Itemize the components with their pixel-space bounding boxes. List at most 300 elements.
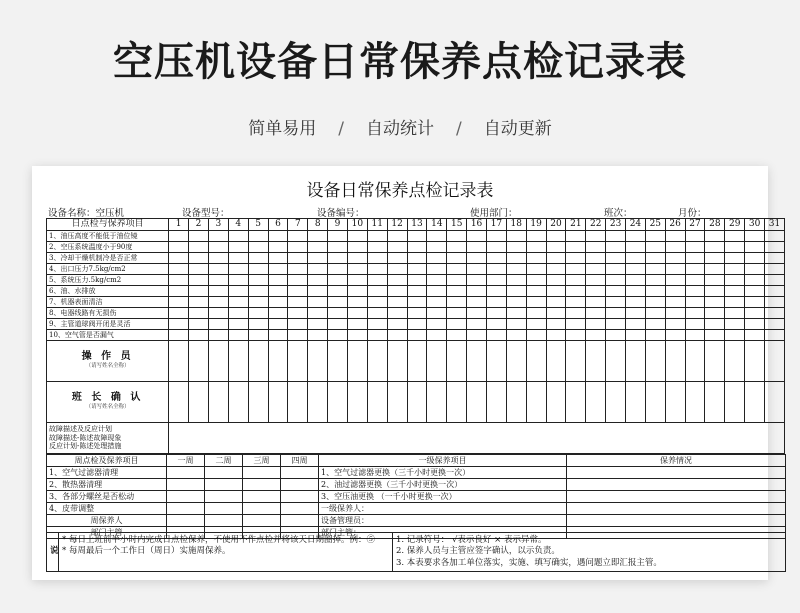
check-cell[interactable]: [189, 286, 209, 297]
check-cell[interactable]: [367, 253, 387, 264]
week-cell[interactable]: [243, 479, 281, 491]
check-cell[interactable]: [486, 231, 506, 242]
check-cell[interactable]: [169, 319, 189, 330]
check-cell[interactable]: [705, 341, 725, 382]
check-cell[interactable]: [189, 382, 209, 423]
check-cell[interactable]: [665, 382, 685, 423]
check-cell[interactable]: [685, 264, 705, 275]
check-cell[interactable]: [367, 231, 387, 242]
status-cell[interactable]: [567, 515, 786, 527]
check-cell[interactable]: [427, 275, 447, 286]
check-cell[interactable]: [407, 330, 427, 341]
check-cell[interactable]: [705, 319, 725, 330]
check-cell[interactable]: [407, 231, 427, 242]
check-cell[interactable]: [705, 308, 725, 319]
check-cell[interactable]: [328, 231, 348, 242]
check-cell[interactable]: [745, 286, 765, 297]
check-cell[interactable]: [189, 308, 209, 319]
check-cell[interactable]: [387, 330, 407, 341]
check-cell[interactable]: [586, 253, 606, 264]
check-cell[interactable]: [506, 297, 526, 308]
check-cell[interactable]: [486, 297, 506, 308]
check-cell[interactable]: [705, 275, 725, 286]
check-cell[interactable]: [745, 308, 765, 319]
check-cell[interactable]: [189, 275, 209, 286]
check-cell[interactable]: [208, 253, 228, 264]
check-cell[interactable]: [745, 382, 765, 423]
status-cell[interactable]: [567, 479, 786, 491]
status-cell[interactable]: [567, 503, 786, 515]
check-cell[interactable]: [526, 275, 546, 286]
check-cell[interactable]: [288, 308, 308, 319]
check-cell[interactable]: [626, 253, 646, 264]
check-cell[interactable]: [387, 275, 407, 286]
check-cell[interactable]: [367, 308, 387, 319]
check-cell[interactable]: [526, 297, 546, 308]
check-cell[interactable]: [288, 275, 308, 286]
check-cell[interactable]: [268, 308, 288, 319]
check-cell[interactable]: [526, 330, 546, 341]
week-cell[interactable]: [205, 479, 243, 491]
check-cell[interactable]: [427, 264, 447, 275]
check-cell[interactable]: [407, 341, 427, 382]
check-cell[interactable]: [367, 297, 387, 308]
check-cell[interactable]: [308, 275, 328, 286]
check-cell[interactable]: [645, 275, 665, 286]
check-cell[interactable]: [268, 231, 288, 242]
check-cell[interactable]: [705, 264, 725, 275]
check-cell[interactable]: [705, 253, 725, 264]
check-cell[interactable]: [705, 242, 725, 253]
check-cell[interactable]: [407, 253, 427, 264]
check-cell[interactable]: [387, 341, 407, 382]
week-cell[interactable]: [167, 515, 205, 527]
check-cell[interactable]: [427, 297, 447, 308]
check-cell[interactable]: [486, 242, 506, 253]
check-cell[interactable]: [665, 242, 685, 253]
check-cell[interactable]: [347, 330, 367, 341]
check-cell[interactable]: [486, 308, 506, 319]
check-cell[interactable]: [248, 319, 268, 330]
check-cell[interactable]: [546, 264, 566, 275]
check-cell[interactable]: [506, 382, 526, 423]
check-cell[interactable]: [248, 341, 268, 382]
check-cell[interactable]: [725, 297, 745, 308]
check-cell[interactable]: [189, 330, 209, 341]
check-cell[interactable]: [288, 253, 308, 264]
check-cell[interactable]: [228, 264, 248, 275]
check-cell[interactable]: [626, 382, 646, 423]
check-cell[interactable]: [427, 308, 447, 319]
week-cell[interactable]: [243, 515, 281, 527]
week-cell[interactable]: [167, 503, 205, 515]
check-cell[interactable]: [725, 330, 745, 341]
check-cell[interactable]: [506, 286, 526, 297]
check-cell[interactable]: [208, 264, 228, 275]
check-cell[interactable]: [447, 242, 467, 253]
check-cell[interactable]: [407, 319, 427, 330]
check-cell[interactable]: [407, 275, 427, 286]
check-cell[interactable]: [526, 231, 546, 242]
check-cell[interactable]: [367, 341, 387, 382]
check-cell[interactable]: [427, 341, 447, 382]
check-cell[interactable]: [467, 330, 487, 341]
check-cell[interactable]: [665, 253, 685, 264]
check-cell[interactable]: [347, 253, 367, 264]
check-cell[interactable]: [328, 330, 348, 341]
week-cell[interactable]: [243, 491, 281, 503]
check-cell[interactable]: [685, 275, 705, 286]
check-cell[interactable]: [586, 286, 606, 297]
check-cell[interactable]: [288, 242, 308, 253]
check-cell[interactable]: [645, 264, 665, 275]
check-cell[interactable]: [387, 319, 407, 330]
status-cell[interactable]: [567, 491, 786, 503]
check-cell[interactable]: [546, 382, 566, 423]
check-cell[interactable]: [208, 275, 228, 286]
check-cell[interactable]: [189, 297, 209, 308]
check-cell[interactable]: [606, 242, 626, 253]
check-cell[interactable]: [566, 286, 586, 297]
check-cell[interactable]: [586, 341, 606, 382]
check-cell[interactable]: [725, 382, 745, 423]
check-cell[interactable]: [308, 297, 328, 308]
check-cell[interactable]: [665, 286, 685, 297]
check-cell[interactable]: [486, 341, 506, 382]
check-cell[interactable]: [546, 275, 566, 286]
fault-description-field[interactable]: [169, 423, 785, 454]
check-cell[interactable]: [248, 231, 268, 242]
check-cell[interactable]: [606, 319, 626, 330]
check-cell[interactable]: [328, 286, 348, 297]
check-cell[interactable]: [387, 242, 407, 253]
check-cell[interactable]: [268, 330, 288, 341]
check-cell[interactable]: [387, 382, 407, 423]
check-cell[interactable]: [546, 341, 566, 382]
check-cell[interactable]: [665, 308, 685, 319]
check-cell[interactable]: [268, 275, 288, 286]
check-cell[interactable]: [486, 286, 506, 297]
check-cell[interactable]: [347, 275, 367, 286]
check-cell[interactable]: [705, 231, 725, 242]
check-cell[interactable]: [308, 330, 328, 341]
check-cell[interactable]: [387, 286, 407, 297]
check-cell[interactable]: [665, 231, 685, 242]
check-cell[interactable]: [546, 297, 566, 308]
check-cell[interactable]: [486, 382, 506, 423]
check-cell[interactable]: [308, 242, 328, 253]
check-cell[interactable]: [566, 242, 586, 253]
check-cell[interactable]: [645, 231, 665, 242]
check-cell[interactable]: [447, 319, 467, 330]
check-cell[interactable]: [586, 297, 606, 308]
check-cell[interactable]: [626, 297, 646, 308]
check-cell[interactable]: [308, 264, 328, 275]
check-cell[interactable]: [685, 341, 705, 382]
status-cell[interactable]: [567, 467, 786, 479]
check-cell[interactable]: [169, 275, 189, 286]
check-cell[interactable]: [685, 319, 705, 330]
check-cell[interactable]: [506, 330, 526, 341]
check-cell[interactable]: [288, 330, 308, 341]
check-cell[interactable]: [228, 286, 248, 297]
check-cell[interactable]: [427, 253, 447, 264]
check-cell[interactable]: [705, 382, 725, 423]
check-cell[interactable]: [626, 330, 646, 341]
check-cell[interactable]: [447, 308, 467, 319]
check-cell[interactable]: [407, 297, 427, 308]
week-cell[interactable]: [205, 491, 243, 503]
check-cell[interactable]: [169, 297, 189, 308]
week-cell[interactable]: [205, 467, 243, 479]
check-cell[interactable]: [308, 319, 328, 330]
check-cell[interactable]: [407, 286, 427, 297]
check-cell[interactable]: [645, 308, 665, 319]
check-cell[interactable]: [169, 231, 189, 242]
check-cell[interactable]: [427, 231, 447, 242]
check-cell[interactable]: [586, 330, 606, 341]
check-cell[interactable]: [526, 242, 546, 253]
check-cell[interactable]: [765, 330, 785, 341]
check-cell[interactable]: [745, 275, 765, 286]
check-cell[interactable]: [228, 297, 248, 308]
check-cell[interactable]: [725, 275, 745, 286]
check-cell[interactable]: [665, 264, 685, 275]
check-cell[interactable]: [407, 382, 427, 423]
check-cell[interactable]: [765, 308, 785, 319]
check-cell[interactable]: [447, 382, 467, 423]
check-cell[interactable]: [288, 264, 308, 275]
check-cell[interactable]: [526, 253, 546, 264]
check-cell[interactable]: [189, 264, 209, 275]
check-cell[interactable]: [248, 308, 268, 319]
check-cell[interactable]: [685, 242, 705, 253]
check-cell[interactable]: [606, 330, 626, 341]
check-cell[interactable]: [189, 242, 209, 253]
check-cell[interactable]: [248, 264, 268, 275]
check-cell[interactable]: [347, 341, 367, 382]
week-cell[interactable]: [243, 503, 281, 515]
check-cell[interactable]: [725, 231, 745, 242]
week-cell[interactable]: [167, 491, 205, 503]
check-cell[interactable]: [367, 264, 387, 275]
check-cell[interactable]: [367, 242, 387, 253]
check-cell[interactable]: [566, 275, 586, 286]
check-cell[interactable]: [665, 275, 685, 286]
check-cell[interactable]: [268, 382, 288, 423]
check-cell[interactable]: [467, 297, 487, 308]
check-cell[interactable]: [765, 319, 785, 330]
check-cell[interactable]: [189, 319, 209, 330]
check-cell[interactable]: [645, 297, 665, 308]
check-cell[interactable]: [467, 253, 487, 264]
check-cell[interactable]: [486, 264, 506, 275]
check-cell[interactable]: [645, 330, 665, 341]
check-cell[interactable]: [765, 286, 785, 297]
check-cell[interactable]: [288, 231, 308, 242]
check-cell[interactable]: [268, 297, 288, 308]
check-cell[interactable]: [566, 297, 586, 308]
check-cell[interactable]: [546, 286, 566, 297]
check-cell[interactable]: [268, 319, 288, 330]
check-cell[interactable]: [208, 286, 228, 297]
check-cell[interactable]: [486, 330, 506, 341]
check-cell[interactable]: [745, 242, 765, 253]
check-cell[interactable]: [169, 308, 189, 319]
check-cell[interactable]: [606, 275, 626, 286]
check-cell[interactable]: [546, 308, 566, 319]
check-cell[interactable]: [328, 264, 348, 275]
check-cell[interactable]: [228, 231, 248, 242]
check-cell[interactable]: [288, 341, 308, 382]
check-cell[interactable]: [486, 275, 506, 286]
check-cell[interactable]: [705, 330, 725, 341]
week-cell[interactable]: [281, 503, 319, 515]
check-cell[interactable]: [387, 231, 407, 242]
check-cell[interactable]: [725, 242, 745, 253]
check-cell[interactable]: [208, 382, 228, 423]
check-cell[interactable]: [685, 382, 705, 423]
check-cell[interactable]: [586, 275, 606, 286]
check-cell[interactable]: [367, 330, 387, 341]
check-cell[interactable]: [427, 242, 447, 253]
check-cell[interactable]: [367, 275, 387, 286]
check-cell[interactable]: [328, 275, 348, 286]
check-cell[interactable]: [606, 297, 626, 308]
check-cell[interactable]: [228, 382, 248, 423]
check-cell[interactable]: [765, 242, 785, 253]
check-cell[interactable]: [208, 330, 228, 341]
check-cell[interactable]: [546, 242, 566, 253]
check-cell[interactable]: [765, 264, 785, 275]
check-cell[interactable]: [387, 308, 407, 319]
check-cell[interactable]: [447, 297, 467, 308]
check-cell[interactable]: [169, 341, 189, 382]
check-cell[interactable]: [685, 330, 705, 341]
check-cell[interactable]: [248, 382, 268, 423]
check-cell[interactable]: [705, 286, 725, 297]
check-cell[interactable]: [546, 330, 566, 341]
check-cell[interactable]: [685, 297, 705, 308]
check-cell[interactable]: [268, 242, 288, 253]
check-cell[interactable]: [467, 319, 487, 330]
check-cell[interactable]: [546, 253, 566, 264]
check-cell[interactable]: [328, 308, 348, 319]
check-cell[interactable]: [626, 308, 646, 319]
check-cell[interactable]: [268, 341, 288, 382]
check-cell[interactable]: [248, 275, 268, 286]
check-cell[interactable]: [626, 286, 646, 297]
check-cell[interactable]: [328, 242, 348, 253]
check-cell[interactable]: [665, 330, 685, 341]
week-cell[interactable]: [281, 467, 319, 479]
check-cell[interactable]: [626, 264, 646, 275]
check-cell[interactable]: [288, 382, 308, 423]
check-cell[interactable]: [506, 264, 526, 275]
check-cell[interactable]: [645, 319, 665, 330]
check-cell[interactable]: [665, 341, 685, 382]
check-cell[interactable]: [705, 297, 725, 308]
check-cell[interactable]: [606, 231, 626, 242]
check-cell[interactable]: [725, 319, 745, 330]
week-cell[interactable]: [205, 503, 243, 515]
check-cell[interactable]: [427, 319, 447, 330]
check-cell[interactable]: [308, 341, 328, 382]
check-cell[interactable]: [467, 264, 487, 275]
check-cell[interactable]: [447, 275, 467, 286]
check-cell[interactable]: [169, 382, 189, 423]
check-cell[interactable]: [606, 264, 626, 275]
check-cell[interactable]: [765, 253, 785, 264]
check-cell[interactable]: [248, 242, 268, 253]
check-cell[interactable]: [626, 275, 646, 286]
check-cell[interactable]: [387, 297, 407, 308]
check-cell[interactable]: [546, 231, 566, 242]
check-cell[interactable]: [447, 341, 467, 382]
check-cell[interactable]: [725, 286, 745, 297]
check-cell[interactable]: [566, 382, 586, 423]
check-cell[interactable]: [189, 341, 209, 382]
check-cell[interactable]: [347, 242, 367, 253]
check-cell[interactable]: [288, 319, 308, 330]
check-cell[interactable]: [427, 330, 447, 341]
check-cell[interactable]: [208, 231, 228, 242]
check-cell[interactable]: [685, 231, 705, 242]
check-cell[interactable]: [745, 231, 765, 242]
check-cell[interactable]: [506, 231, 526, 242]
check-cell[interactable]: [526, 286, 546, 297]
week-cell[interactable]: [205, 515, 243, 527]
check-cell[interactable]: [566, 330, 586, 341]
check-cell[interactable]: [268, 264, 288, 275]
check-cell[interactable]: [347, 297, 367, 308]
check-cell[interactable]: [228, 341, 248, 382]
check-cell[interactable]: [427, 382, 447, 423]
check-cell[interactable]: [467, 286, 487, 297]
check-cell[interactable]: [228, 319, 248, 330]
check-cell[interactable]: [208, 341, 228, 382]
check-cell[interactable]: [208, 308, 228, 319]
check-cell[interactable]: [685, 286, 705, 297]
week-cell[interactable]: [167, 467, 205, 479]
check-cell[interactable]: [228, 242, 248, 253]
check-cell[interactable]: [447, 253, 467, 264]
check-cell[interactable]: [685, 253, 705, 264]
check-cell[interactable]: [606, 382, 626, 423]
check-cell[interactable]: [626, 242, 646, 253]
check-cell[interactable]: [586, 231, 606, 242]
check-cell[interactable]: [486, 319, 506, 330]
check-cell[interactable]: [645, 253, 665, 264]
check-cell[interactable]: [745, 319, 765, 330]
check-cell[interactable]: [328, 297, 348, 308]
check-cell[interactable]: [467, 275, 487, 286]
check-cell[interactable]: [606, 286, 626, 297]
check-cell[interactable]: [248, 253, 268, 264]
check-cell[interactable]: [447, 264, 467, 275]
check-cell[interactable]: [308, 286, 328, 297]
check-cell[interactable]: [765, 341, 785, 382]
check-cell[interactable]: [665, 297, 685, 308]
check-cell[interactable]: [606, 253, 626, 264]
check-cell[interactable]: [208, 242, 228, 253]
check-cell[interactable]: [765, 297, 785, 308]
week-cell[interactable]: [167, 479, 205, 491]
check-cell[interactable]: [506, 319, 526, 330]
check-cell[interactable]: [745, 341, 765, 382]
check-cell[interactable]: [526, 264, 546, 275]
check-cell[interactable]: [467, 382, 487, 423]
